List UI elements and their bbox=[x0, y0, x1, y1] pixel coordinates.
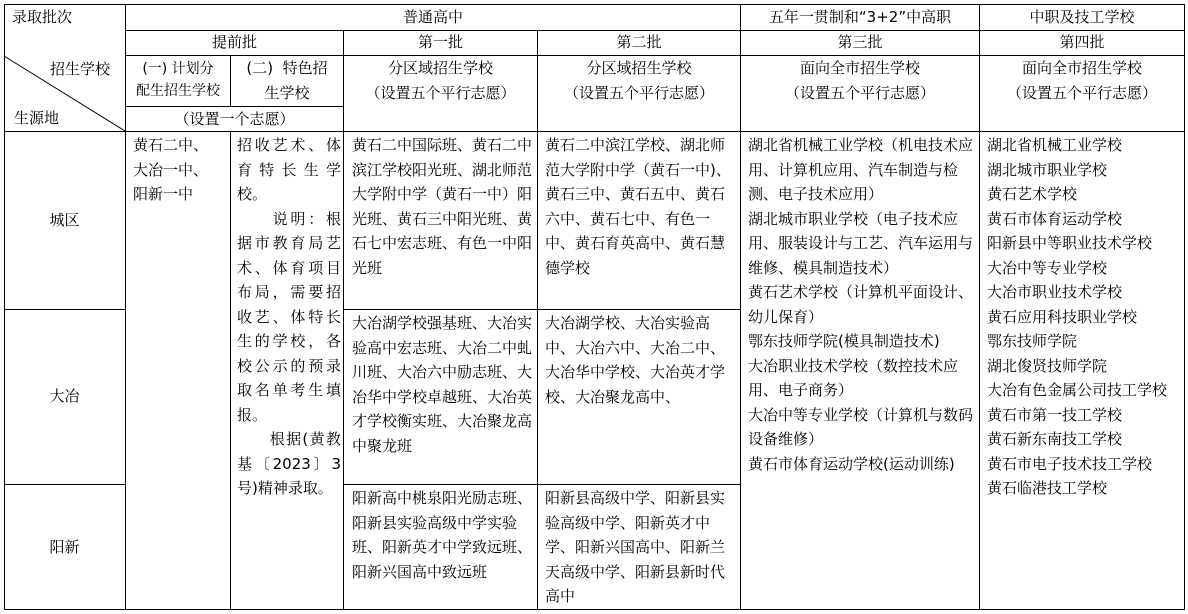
one-choice-note: （设置一个志愿） bbox=[174, 110, 295, 128]
plan-alloc-header: (一) 计划分 配生招生学校 bbox=[136, 61, 220, 99]
batch3-schools: 湖北省机械工业学校（机电技术应用、计算机应用、汽车制造与检测、电子技术应用） 湖北城市职业学校（电子技术应用、服装设计与工艺、汽车运用与维修、模具制造技术） 黄石艺术学校（计算机平面设计、幼儿保育） 鄂东技师学院(模具制造技术) 大冶职业技术学校（数控技术应用、电子商务） 大冶中等专业学校（计算机与数码设备维修） 黄石市体育运动学校(运动训练) bbox=[748, 136, 974, 473]
batch2-city: 黄石二中滨江学校、湖北师范大学附中学（黄石一中)、黄石三中、黄石五中、黄石六中、黄石七中、有色一中、黄石育英高中、黄石慧德学校 bbox=[545, 136, 731, 277]
batch2-header: 第二批 bbox=[616, 33, 662, 51]
regular-hs-header: 普通高中 bbox=[402, 8, 463, 26]
diag-enrolling-schools: 招生学校 bbox=[50, 60, 111, 78]
batch1-city: 黄石二中国际班、黄石二中滨江学校阳光班、湖北师范大学附中学（黄石一中）阳光班、黄石三中阳光班、黄石七中宏志班、有色一中阳光班 bbox=[352, 136, 533, 277]
batch2-subheader: 分区域招生学校 （设置五个平行志愿） bbox=[563, 59, 714, 102]
batch3-header: 第三批 bbox=[837, 33, 883, 51]
batch2-daye: 大冶湖学校、大冶实验高中、大冶六中、大冶二中、大冶华中学校、大冶英才学校、大冶聚龙高中、 bbox=[545, 314, 726, 406]
batch3-subheader: 面向全市招生学校 （设置五个平行志愿） bbox=[784, 59, 935, 102]
batch4-schools: 湖北省机械工业学校 湖北城市职业学校 黄石艺术学校 黄石市体育运动学校 阳新县中等职业技术学校 大冶中等专业学校 大冶市职业技术学校 黄石应用科技职业学校 鄂东技师学院 湖北俊贤技师学院 大冶有色金属公司技工学校 黄石市第一技工学校 黄石新东南技工学校 黄石市电子技术技工学校 黄石临港技工学校 bbox=[987, 136, 1168, 497]
batch1-subheader: 分区域招生学校 （设置五个平行志愿） bbox=[365, 59, 516, 102]
early-batch-header: 提前批 bbox=[211, 33, 257, 51]
secondary-vocational-header: 中职及技工学校 bbox=[1029, 8, 1135, 26]
batch1-daye: 大冶湖学校强基班、大冶实验高中宏志班、大冶二中虬川班、大冶六中励志班、大冶华中学校卓越班、大冶英才学校衡实班、大冶聚龙高中聚龙班 bbox=[352, 314, 533, 455]
region-city: 城区 bbox=[49, 211, 80, 229]
batch1-header: 第一批 bbox=[417, 33, 463, 51]
batch-header: 录取批次 bbox=[12, 8, 73, 26]
special-header: (二) 特色招 生学校 bbox=[246, 59, 328, 102]
region-yangxin: 阳新 bbox=[49, 538, 80, 556]
batch2-yangxin: 阳新县高级中学、阳新县实验高级中学、阳新英才中学、阳新兴国高中、阳新兰天高级中学、阳新县新时代高中 bbox=[545, 489, 726, 605]
batch1-yangxin: 阳新高中桃泉阳光励志班、阳新县实验高级中学实验班、阳新英才中学致远班、阳新兴国高中致远班 bbox=[352, 489, 533, 581]
region-daye: 大冶 bbox=[49, 387, 80, 405]
plan-alloc-schools: 黄石二中、 大冶一中、 阳新一中 bbox=[133, 136, 209, 203]
diag-student-origin: 生源地 bbox=[14, 109, 60, 127]
vocational-5yr-header: 五年一贯制和“3+2”中高职 bbox=[768, 8, 952, 26]
batch4-subheader: 面向全市招生学校 （设置五个平行志愿） bbox=[1006, 59, 1157, 102]
batch4-header: 第四批 bbox=[1059, 33, 1105, 51]
special-schools-note: 招收艺术、体育特长生学校。 说明：根据市教育局艺术、体育项目布局，需要招收艺、体特长生的学校，各校公示的预录取名单考生填报。 根据(黄教基〔2023〕3 号)精神录取。 bbox=[237, 136, 341, 497]
